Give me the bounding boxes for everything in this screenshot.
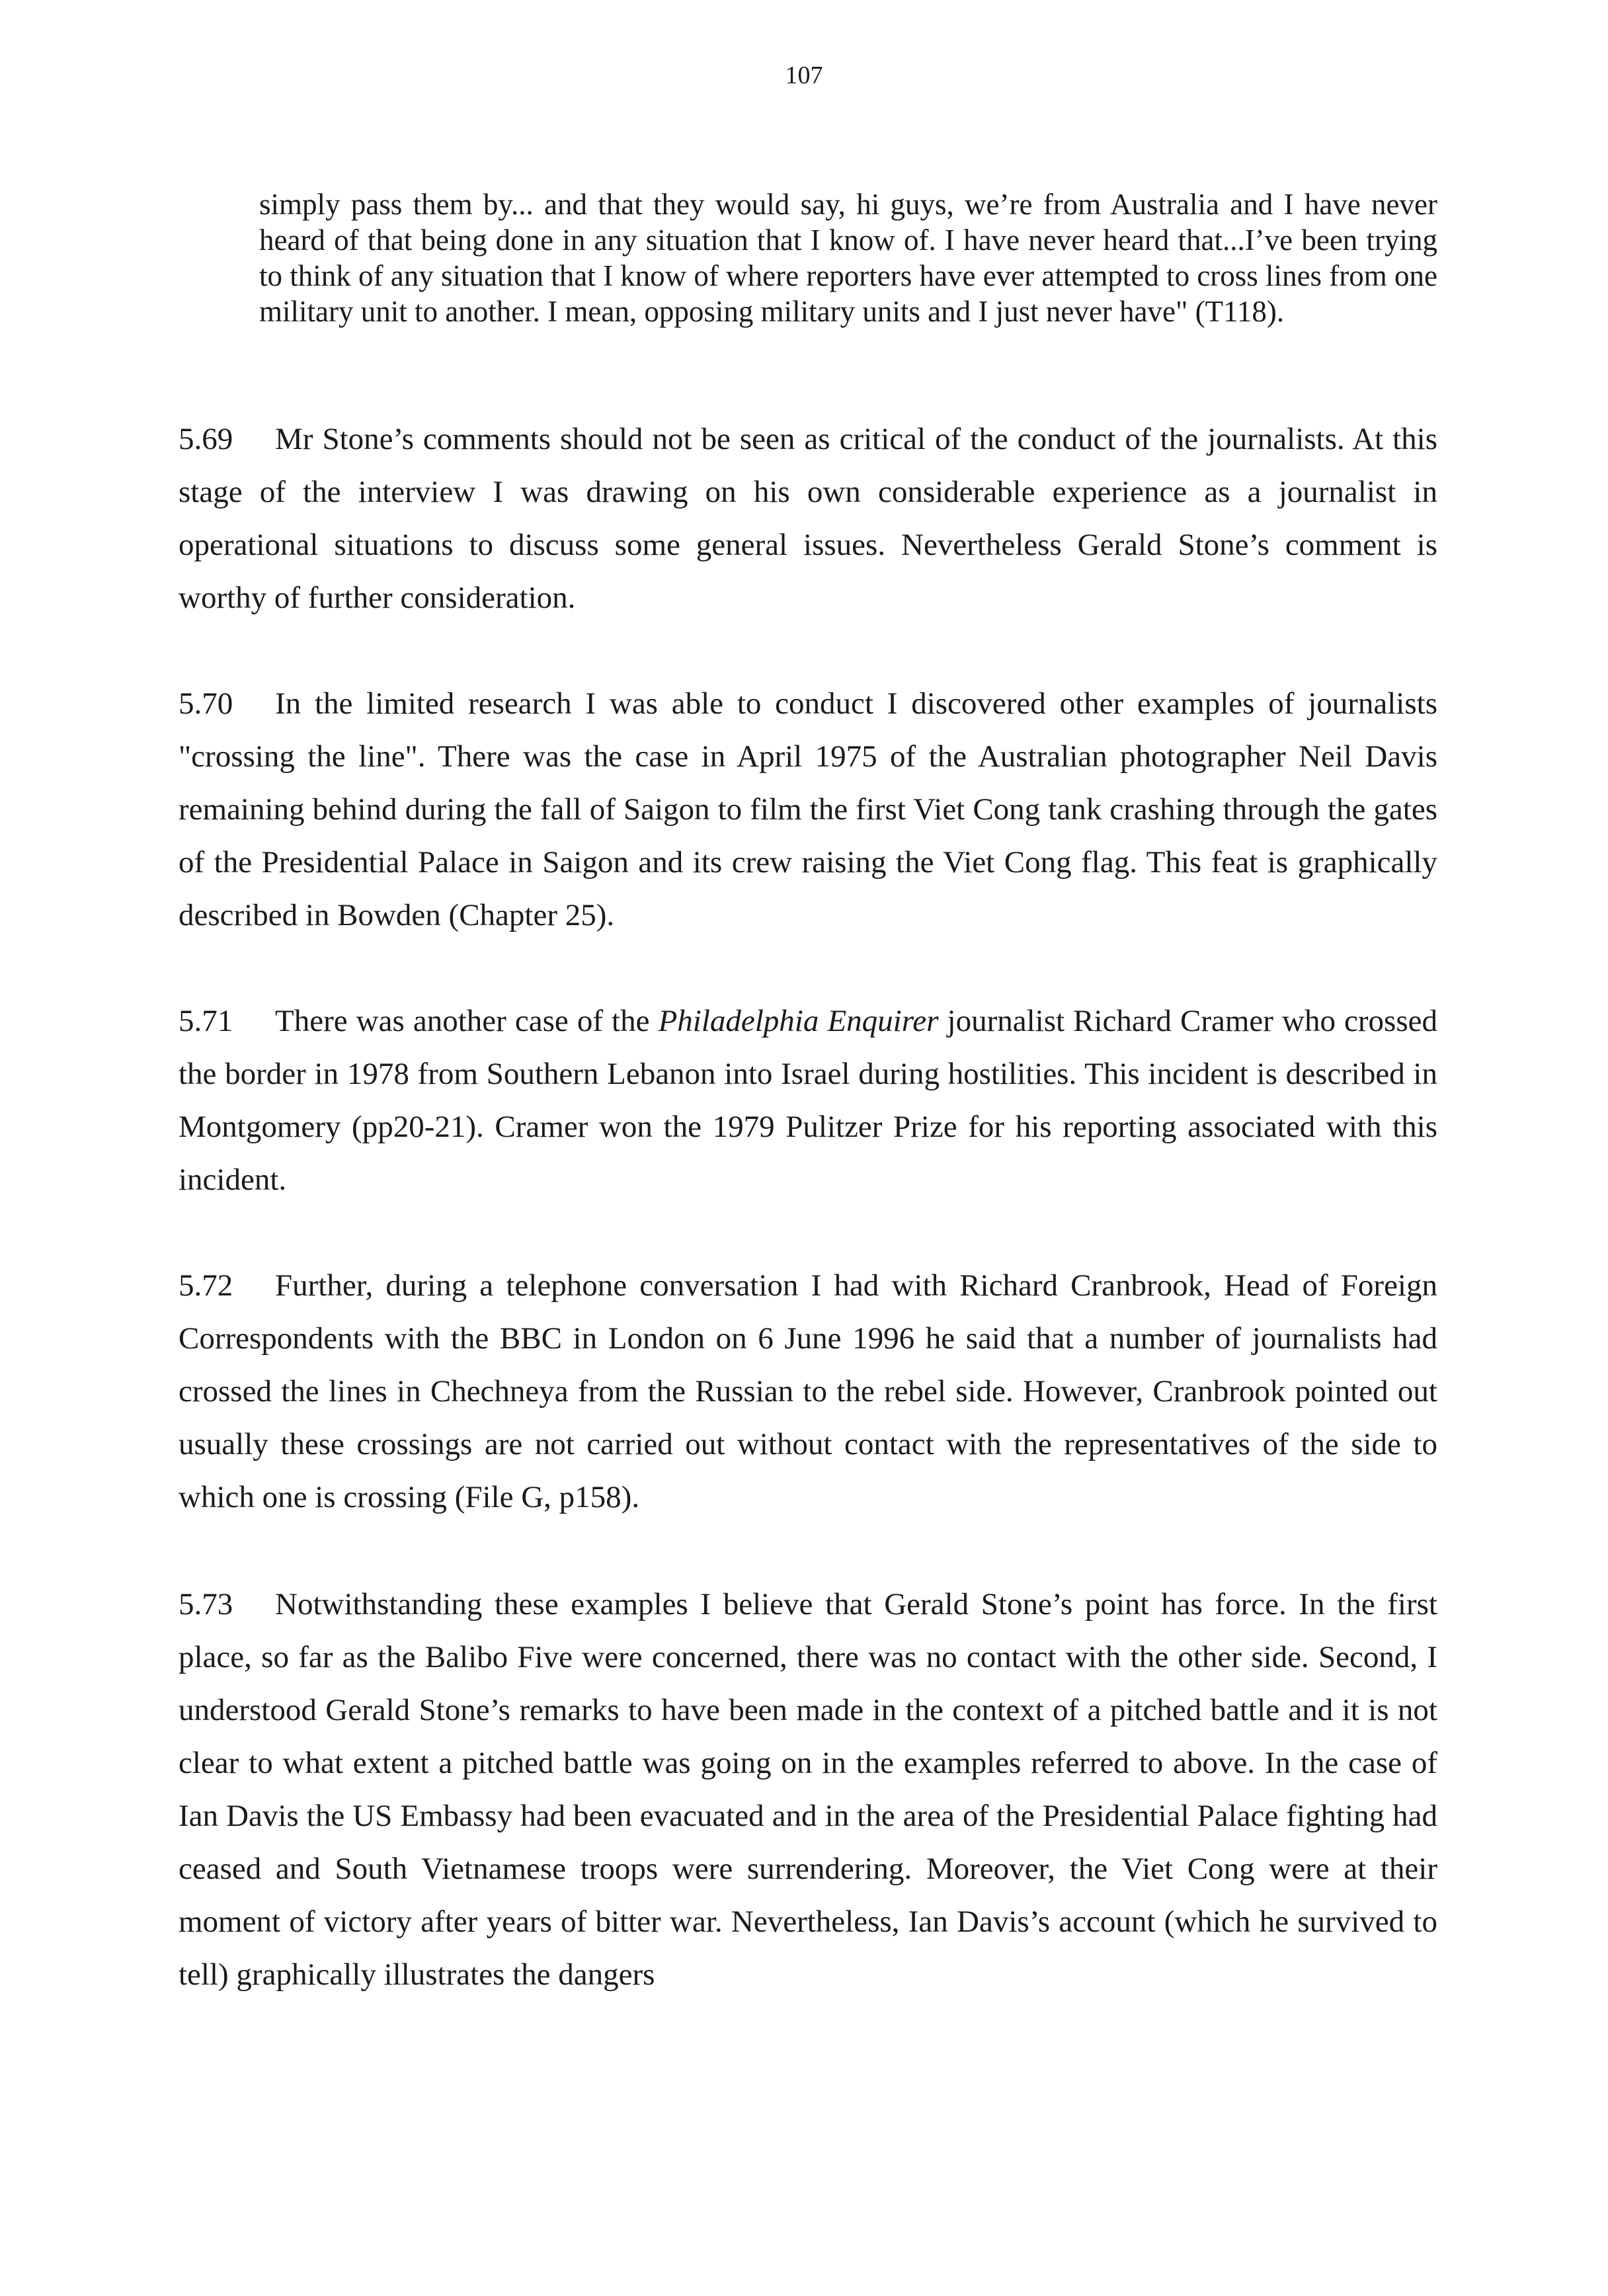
paragraph-text: Notwithstanding these examples I believe that Gerald Stone’s point has force. In the first place, so far as the Balibo Five were concerned, there was no contact with the other side. Second, I understood Gerald Stone’s remarks to have been made in the context of a pitched battle and it is not clear to what extent a pitched battle was going on in the examples referred to above. In the case of Ian Davis the US Embassy had been evacuated and in the area of the Presidential Palace fighting had ceased and South Vietnamese troops were surrendering. Moreover, the Viet Cong were at their moment of victory after years of bitter war. Nevertheless, Ian Davis’s account (which he survived to tell) graphically illustrates the dangers bbox=[179, 1587, 1437, 1992]
page-number: 107 bbox=[785, 62, 823, 89]
paragraph-text-before: There was another case of the bbox=[275, 1004, 659, 1038]
paragraph-5-73 bbox=[179, 1578, 1437, 2001]
paragraph-text-after: journalist Richard Cramer who crossed the border in 1978 from Southern Lebanon into Israel during hostilities. This incident is described in Montgomery (pp20-21). Cramer won the 1979 Pulitzer Prize for his reporting associated with this incident. bbox=[179, 1004, 1437, 1197]
paragraph-5-71 bbox=[179, 995, 1437, 1206]
paragraph-5-72 bbox=[179, 1259, 1437, 1524]
paragraph-5-70 bbox=[179, 677, 1437, 942]
paragraph-number: 5.69 bbox=[179, 422, 233, 456]
paragraph-number: 5.72 bbox=[179, 1268, 233, 1303]
paragraph-text: Further, during a telephone conversation I had with Richard Cranbrook, Head of Foreign Correspondents with the BBC in London on 6 June 1996 he said that a number of journalists had crossed the lines in Chechneya from the Russian to the rebel side. However, Cranbrook pointed out usually these crossings are not carried out without contact with the representatives of the side to which one is crossing (File G, p158). bbox=[179, 1268, 1437, 1514]
publication-title: Philadelphia Enquirer bbox=[658, 1004, 939, 1038]
paragraph-text: In the limited research I was able to conduct I discovered other examples of journalists "crossing the line". There was the case in April 1975 of the Australian photographer Neil Davis remaining behind during the fall of Saigon to film the first Viet Cong tank crashing through the gates of the Presidential Palace in Saigon and its crew raising the Viet Cong flag. This feat is graphically described in Bowden (Chapter 25). bbox=[179, 686, 1437, 932]
paragraph-number: 5.70 bbox=[179, 686, 233, 721]
paragraph-text: Mr Stone’s comments should not be seen as critical of the conduct of the journalists. At this stage of the interview I was drawing on his own considerable experience as a journalist in operational situations to discuss some general issues. Nevertheless Gerald Stone’s comment is worthy of further consideration. bbox=[179, 422, 1437, 615]
paragraph-5-69 bbox=[179, 413, 1437, 624]
quote-block: simply pass them by... and that they would say, hi guys, we’re from Australia and I have never heard of that being done in any situation that I know of. I have never heard that...I’ve been trying to think of any situation that I know of where reporters have ever attempted to cross lines from one military unit to another. I mean, opposing military units and I just never have" (T118). bbox=[259, 188, 1437, 328]
paragraph-number: 5.71 bbox=[179, 1004, 233, 1038]
paragraph-number: 5.73 bbox=[179, 1587, 233, 1621]
